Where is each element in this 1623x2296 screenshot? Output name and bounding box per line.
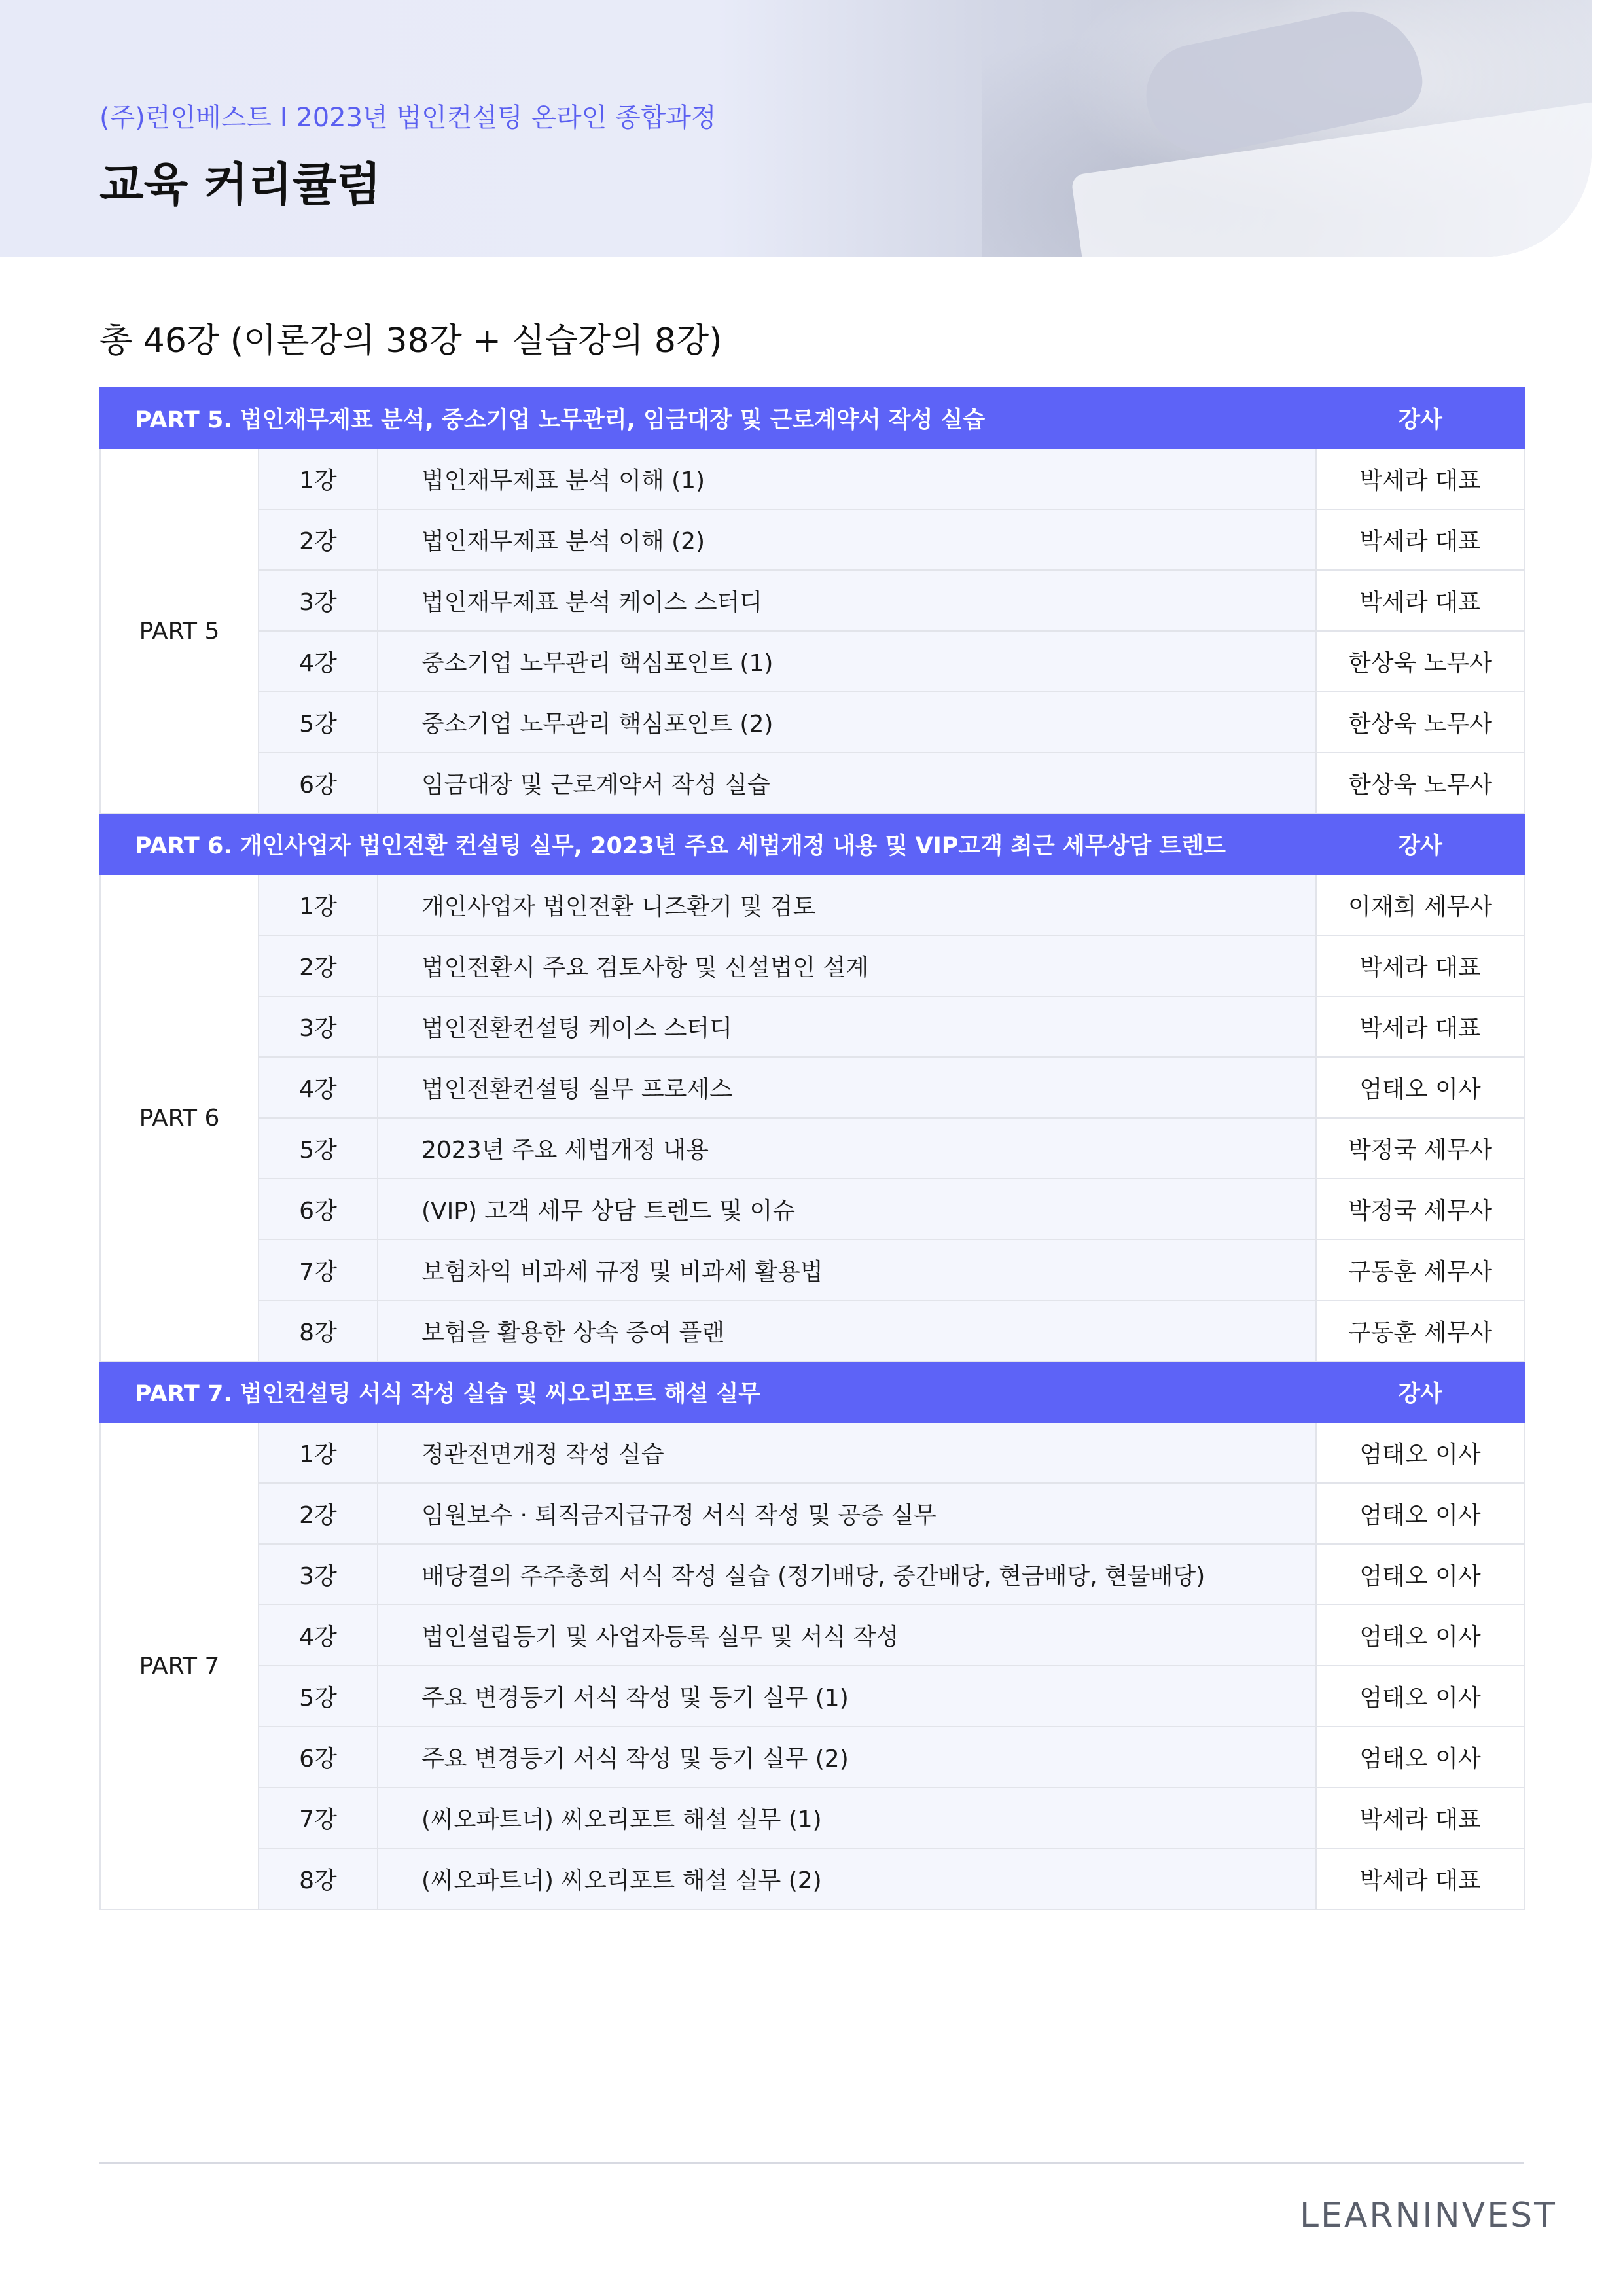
table-row [100,1727,1524,1787]
lecture-instructor: 박세라 대표 [1316,1787,1524,1848]
lecture-subject: 주요 변경등기 서식 작성 및 등기 실무 (1) [378,1666,1316,1727]
lecture-number: 7강 [259,1240,378,1300]
table-row [100,1422,1524,1483]
page-title: 교육 커리큘럼 [99,158,382,211]
lecture-subject: 2023년 주요 세법개정 내용 [378,1118,1316,1179]
instructor-column-header: 강사 [1316,387,1524,448]
lecture-instructor: 박세라 대표 [1316,509,1524,570]
lecture-instructor: 박세라 대표 [1316,996,1524,1057]
lecture-subject: 법인재무제표 분석 케이스 스터디 [378,570,1316,631]
lecture-subject: 중소기업 노무관리 핵심포인트 (2) [378,692,1316,753]
lecture-number: 6강 [259,1727,378,1787]
lecture-number: 4강 [259,631,378,692]
lecture-instructor: 한상욱 노무사 [1316,631,1524,692]
lecture-number: 7강 [259,1787,378,1848]
table-row [100,509,1524,570]
lecture-subject: 보험차익 비과세 규정 및 비과세 활용법 [378,1240,1316,1300]
lecture-number: 2강 [259,509,378,570]
lecture-number: 3강 [259,1544,378,1605]
course-summary: 총 46강 (이론강의 38강 + 실습강의 8강) [99,321,722,361]
lecture-number: 2강 [259,935,378,996]
lecture-instructor: 엄태오 이사 [1316,1544,1524,1605]
instructor-column-header: 강사 [1316,1361,1524,1422]
lecture-number: 6강 [259,753,378,814]
table-row [100,1179,1524,1240]
table-row [100,1605,1524,1666]
lecture-number: 5강 [259,1118,378,1179]
table-row [100,1057,1524,1118]
lecture-subject: 중소기업 노무관리 핵심포인트 (1) [378,631,1316,692]
lecture-subject: (씨오파트너) 씨오리포트 해설 실무 (2) [378,1848,1316,1909]
lecture-instructor: 한상욱 노무사 [1316,753,1524,814]
table-row [100,996,1524,1057]
table-row [100,753,1524,814]
lecture-number: 5강 [259,692,378,753]
lecture-number: 8강 [259,1300,378,1361]
lecture-number: 4강 [259,1605,378,1666]
lecture-number: 3강 [259,996,378,1057]
table-row [100,1240,1524,1300]
lecture-subject: 임금대장 및 근로계약서 작성 실습 [378,753,1316,814]
table-row [100,1544,1524,1605]
lecture-instructor: 박세라 대표 [1316,1848,1524,1909]
lecture-instructor: 박세라 대표 [1316,935,1524,996]
lecture-number: 4강 [259,1057,378,1118]
table-row [100,1300,1524,1361]
lecture-instructor: 엄태오 이사 [1316,1483,1524,1544]
lecture-number: 1강 [259,1422,378,1483]
lecture-instructor: 박세라 대표 [1316,448,1524,509]
lecture-subject: 배당결의 주주총회 서식 작성 실습 (정기배당, 중간배당, 현금배당, 현물배당) [378,1544,1316,1605]
lecture-instructor: 한상욱 노무사 [1316,692,1524,753]
part-heading: PART 6. 개인사업자 법인전환 컨설팅 실무, 2023년 주요 세법개정 내용 및 VIP고객 최근 세무상담 트렌드 [100,814,1316,874]
lecture-subject: 주요 변경등기 서식 작성 및 등기 실무 (2) [378,1727,1316,1787]
lecture-subject: 보험을 활용한 상속 증여 플랜 [378,1300,1316,1361]
lecture-instructor: 엄태오 이사 [1316,1666,1524,1727]
lecture-subject: 법인전환컨설팅 케이스 스터디 [378,996,1316,1057]
lecture-number: 3강 [259,570,378,631]
lecture-instructor: 엄태오 이사 [1316,1727,1524,1787]
lecture-instructor: 구동훈 세무사 [1316,1300,1524,1361]
lecture-instructor: 박세라 대표 [1316,570,1524,631]
lecture-number: 1강 [259,874,378,935]
lecture-subject: 정관전면개정 작성 실습 [378,1422,1316,1483]
part-heading: PART 7. 법인컨설팅 서식 작성 실습 및 씨오리포트 해설 실무 [100,1361,1316,1422]
lecture-subject: 법인재무제표 분석 이해 (1) [378,448,1316,509]
table-row [100,1483,1524,1544]
table-row [100,1848,1524,1909]
curriculum-table [99,387,1525,1910]
lecture-instructor: 이재희 세무사 [1316,874,1524,935]
lecture-subject: (VIP) 고객 세무 상담 트렌드 및 이슈 [378,1179,1316,1240]
table-row [100,631,1524,692]
table-row [100,448,1524,509]
lecture-number: 5강 [259,1666,378,1727]
lecture-subject: 개인사업자 법인전환 니즈환기 및 검토 [378,874,1316,935]
lecture-instructor: 구동훈 세무사 [1316,1240,1524,1300]
lecture-instructor: 엄태오 이사 [1316,1605,1524,1666]
part-header-row [100,814,1524,874]
part-label: PART 7 [100,1422,259,1909]
lecture-subject: (씨오파트너) 씨오리포트 해설 실무 (1) [378,1787,1316,1848]
part-label: PART 5 [100,448,259,814]
table-row [100,935,1524,996]
lecture-subject: 법인재무제표 분석 이해 (2) [378,509,1316,570]
instructor-column-header: 강사 [1316,814,1524,874]
footer-divider [99,2162,1524,2164]
lecture-subject: 법인설립등기 및 사업자등록 실무 및 서식 작성 [378,1605,1316,1666]
table-row [100,570,1524,631]
lecture-number: 8강 [259,1848,378,1909]
table-row [100,1787,1524,1848]
page-subtitle: (주)런인베스트 I 2023년 법인컨설팅 온라인 종합과정 [99,103,717,133]
part-header-row [100,1361,1524,1422]
lecture-instructor: 엄태오 이사 [1316,1422,1524,1483]
lecture-subject: 법인전환시 주요 검토사항 및 신설법인 설계 [378,935,1316,996]
lecture-instructor: 박정국 세무사 [1316,1118,1524,1179]
part-header-row [100,387,1524,448]
lecture-number: 2강 [259,1483,378,1544]
lecture-subject: 임원보수 · 퇴직금지급규정 서식 작성 및 공증 실무 [378,1483,1316,1544]
table-row [100,1118,1524,1179]
table-row [100,874,1524,935]
part-label: PART 6 [100,874,259,1361]
part-heading: PART 5. 법인재무제표 분석, 중소기업 노무관리, 임금대장 및 근로계약서 작성 실습 [100,387,1316,448]
lecture-instructor: 엄태오 이사 [1316,1057,1524,1118]
table-row [100,692,1524,753]
lecture-instructor: 박정국 세무사 [1316,1179,1524,1240]
lecture-number: 1강 [259,448,378,509]
lecture-number: 6강 [259,1179,378,1240]
table-row [100,1666,1524,1727]
lecture-subject: 법인전환컨설팅 실무 프로세스 [378,1057,1316,1118]
footer-logo: LEARNINVEST [1300,2196,1557,2235]
